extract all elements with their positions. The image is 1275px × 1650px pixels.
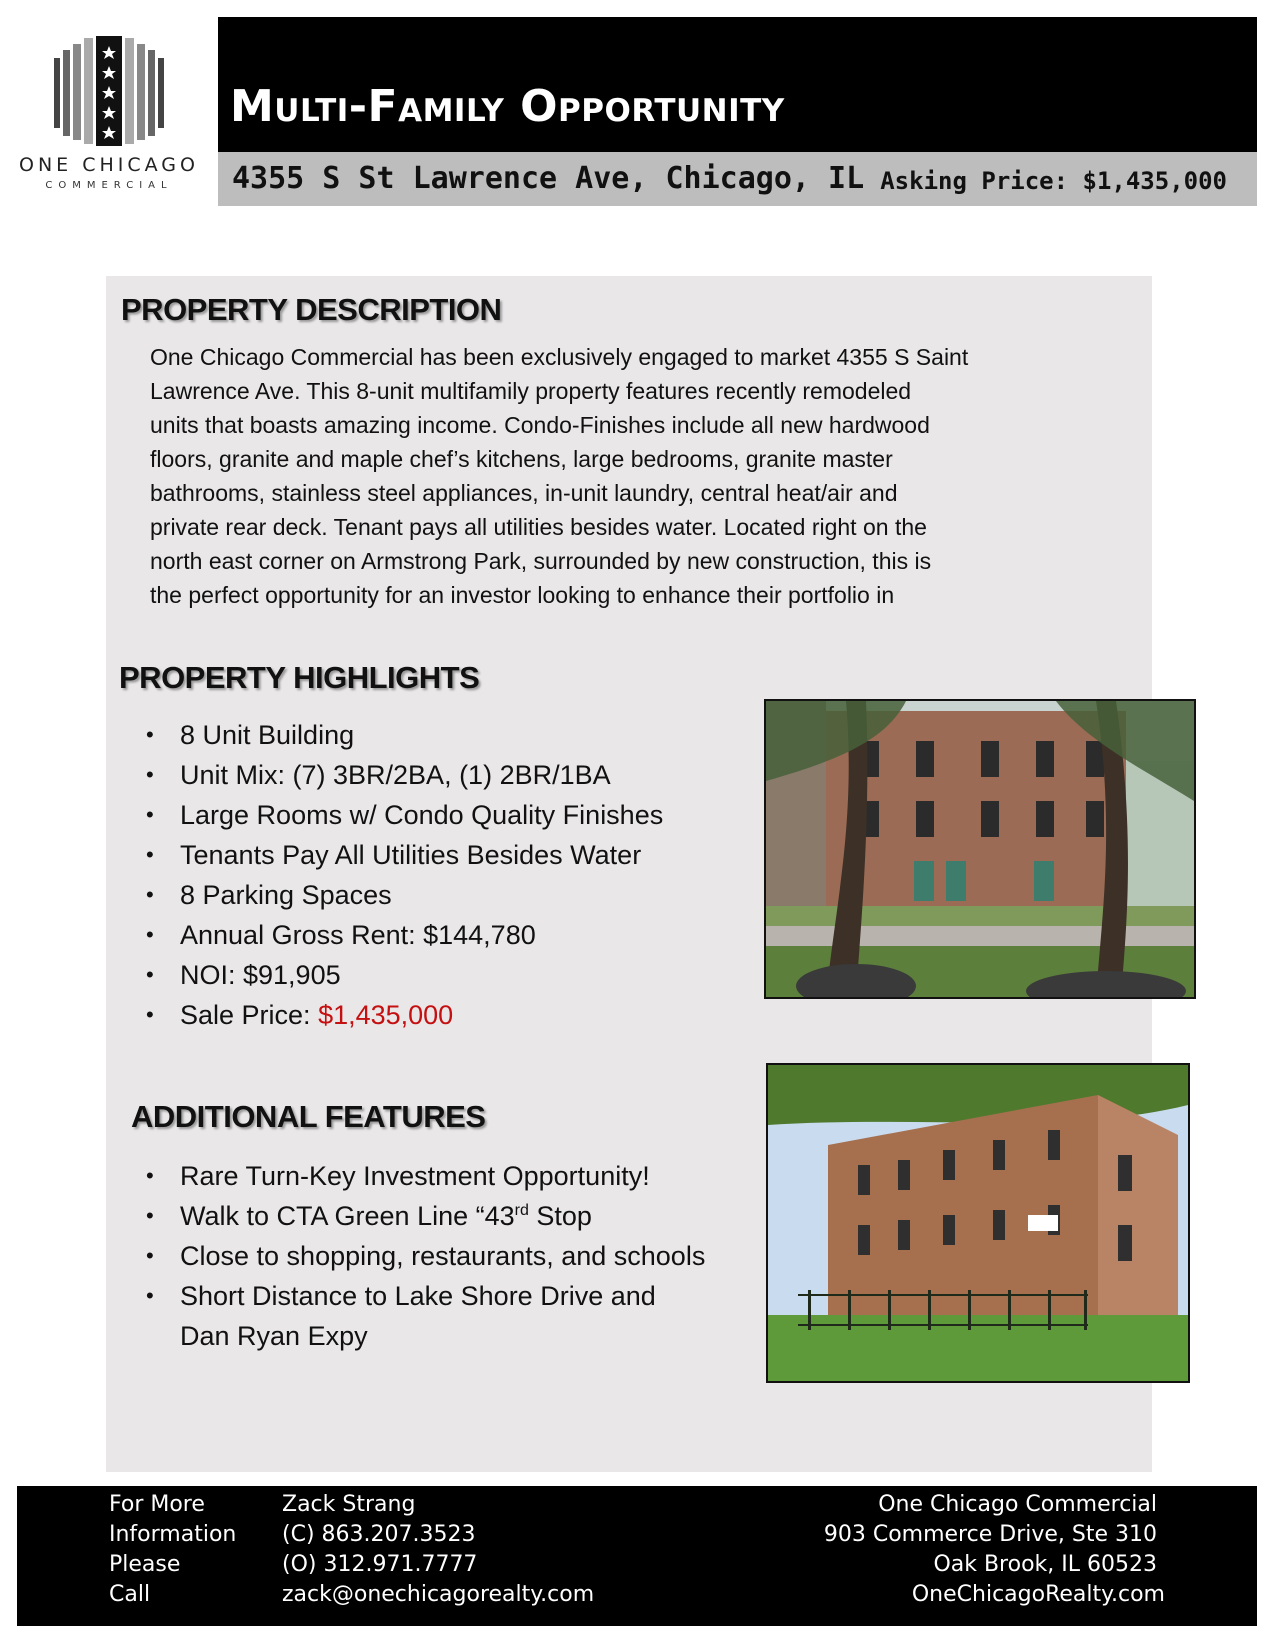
building-photo-corner-image xyxy=(768,1065,1188,1381)
building-photo-corner xyxy=(766,1063,1190,1383)
sale-price-label: Sale Price: xyxy=(180,1000,319,1030)
list-item: • Annual Gross Rent: $144,780 xyxy=(106,915,726,955)
highlights-heading: PROPERTY HIGHLIGHTS xyxy=(119,660,480,695)
company-logo xyxy=(14,36,204,196)
list-item: • NOI: $91,905 xyxy=(106,955,726,995)
company-city: Oak Brook, IL 60523 xyxy=(933,1552,1157,1577)
features-list xyxy=(106,1156,746,1356)
title-banner xyxy=(218,17,1257,152)
footer-prompt xyxy=(109,1490,236,1610)
company-name: One Chicago Commercial xyxy=(878,1492,1157,1517)
description-text xyxy=(150,340,1050,612)
footer-prompt-line: Information xyxy=(109,1522,237,1547)
list-item xyxy=(106,1276,746,1356)
footer-contact xyxy=(282,1490,594,1610)
footer-prompt-line: Call xyxy=(109,1582,151,1607)
brand-subtitle: COMMERCIAL xyxy=(45,180,173,191)
list-item: • Rare Turn-Key Investment Opportunity! xyxy=(106,1156,746,1196)
email-link[interactable]: zack@onechicagorealty.com xyxy=(282,1582,595,1607)
office-phone[interactable]: (O) 312.971.7777 xyxy=(282,1552,478,1577)
contact-footer xyxy=(17,1486,1257,1626)
highlights-list xyxy=(106,715,726,1035)
description-heading: PROPERTY DESCRIPTION xyxy=(121,292,502,327)
list-item: • 8 Unit Building xyxy=(106,715,726,755)
sale-price-value: $1,435,000 xyxy=(318,1000,454,1030)
features-heading: ADDITIONAL FEATURES xyxy=(131,1099,486,1134)
cell-phone[interactable]: (C) 863.207.3523 xyxy=(282,1522,476,1547)
description-line: units that boasts amazing income. Condo-Finishes include all new hardwood xyxy=(150,412,930,438)
list-item: • Unit Mix: (7) 3BR/2BA, (1) 2BR/1BA xyxy=(106,755,726,795)
description-line: Lawrence Ave. This 8-unit multifamily property features recently remodeled xyxy=(150,378,912,404)
building-photo-street-image xyxy=(766,701,1194,997)
property-address: 4355 S St Lawrence Ave, Chicago, IL xyxy=(232,161,865,196)
description-line: private rear deck. Tenant pays all utilities besides water. Located right on the xyxy=(150,514,927,540)
feature-text: Short Distance to Lake Shore Drive and xyxy=(180,1281,656,1311)
page-title: Multi-Family Opportunity xyxy=(230,81,785,132)
company-street: 903 Commerce Drive, Ste 310 xyxy=(823,1522,1157,1547)
agent-name: Zack Strang xyxy=(282,1492,416,1517)
feature-superscript: rd xyxy=(514,1202,529,1219)
asking-price: Asking Price: $1,435,000 xyxy=(880,167,1227,195)
website-link[interactable]: OneChicagoRealty.com xyxy=(911,1582,1165,1607)
building-photo-street xyxy=(764,699,1196,999)
description-line: bathrooms, stainless steel appliances, in-unit laundry, central heat/air and xyxy=(150,480,898,506)
description-line: north east corner on Armstrong Park, surrounded by new construction, this is xyxy=(150,548,932,574)
feature-text: Walk to CTA Green Line “43 xyxy=(180,1201,515,1231)
description-line: the perfect opportunity for an investor looking to enhance their portfolio in xyxy=(150,582,895,608)
sale-price-item xyxy=(106,995,726,1035)
list-item xyxy=(106,1196,746,1236)
list-item: • 8 Parking Spaces xyxy=(106,875,726,915)
address-bar xyxy=(218,152,1257,206)
feature-text: Stop xyxy=(528,1201,592,1231)
description-line: One Chicago Commercial has been exclusively engaged to market 4355 S Saint xyxy=(150,344,969,370)
footer-prompt-line: For More xyxy=(109,1492,205,1517)
list-item: • Tenants Pay All Utilities Besides Water xyxy=(106,835,726,875)
description-line: floors, granite and maple chef’s kitchens, large bedrooms, granite master xyxy=(150,446,893,472)
footer-prompt-line: Please xyxy=(109,1552,181,1577)
list-item: • Close to shopping, restaurants, and schools xyxy=(106,1236,746,1276)
footer-company xyxy=(823,1490,1165,1610)
brand-name: ONE CHICAGO xyxy=(19,154,199,176)
skyscraper-logo-icon xyxy=(54,36,164,146)
feature-text: Dan Ryan Expy xyxy=(180,1321,368,1351)
list-item: • Large Rooms w/ Condo Quality Finishes xyxy=(106,795,726,835)
